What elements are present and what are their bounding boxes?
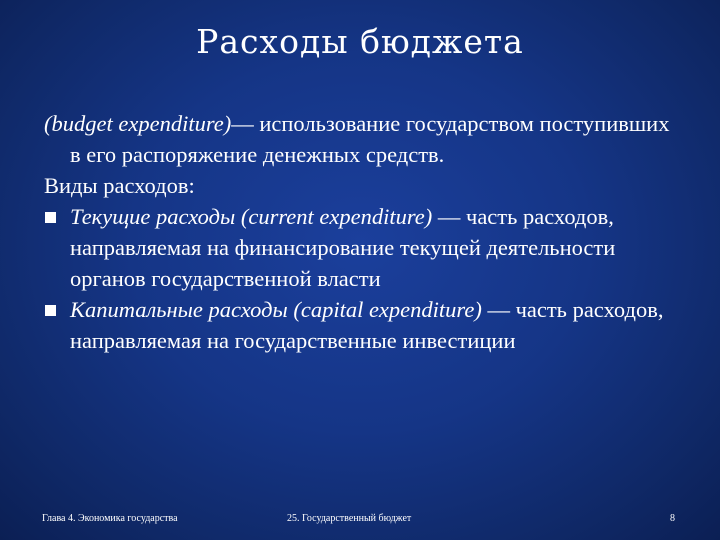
bullet-term: Капитальные расходы (capital expenditure) <box>70 297 482 322</box>
definition-paragraph <box>44 108 684 170</box>
slide-title: Расходы бюджета <box>196 22 524 61</box>
square-bullet-icon <box>45 305 56 316</box>
definition-term: (budget expenditure) <box>44 111 232 136</box>
types-heading: Виды расходов: <box>44 173 195 198</box>
footer-section: 25. Государственный бюджет <box>287 513 412 524</box>
bullet-text: — часть расходов, направляемая на государственные инвестиции <box>70 297 664 353</box>
footer-page-number: 8 <box>670 513 675 524</box>
bullet-current-expenditure <box>44 201 684 294</box>
square-bullet-icon <box>45 212 56 223</box>
bullet-term: Текущие расходы (current expenditure) <box>70 204 433 229</box>
definition-text: использование государством поступивших в его распоряжение денежных средств. <box>70 111 670 167</box>
definition-dash: — <box>231 111 254 136</box>
footer-chapter: Глава 4. Экономика государства <box>42 513 178 524</box>
bullet-capital-expenditure <box>44 294 684 356</box>
slide-body <box>44 108 684 356</box>
bullet-text: — часть расходов, направляемая на финансирование текущей деятельности органов государственной власти <box>70 204 616 291</box>
